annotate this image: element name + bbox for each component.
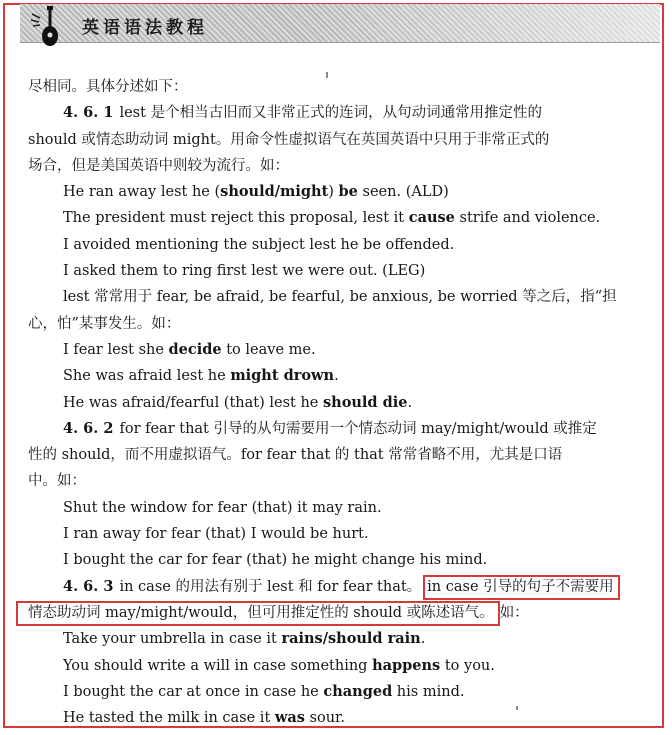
example-text: seen. (ALD) (357, 184, 449, 201)
example-bold: should rain (327, 630, 421, 648)
section-number: 4. 6. 2 (63, 419, 114, 437)
section-number: 4. 6. 3 (63, 577, 114, 595)
section-4-6-3-line-1 (28, 574, 656, 600)
example-bold: / (274, 183, 281, 201)
example-sentence: I avoided mentioning the subject lest he be offended. (63, 236, 455, 253)
example-text: ) (328, 184, 339, 201)
example-sentence (28, 705, 656, 731)
example-text: to you. (440, 657, 495, 674)
example-bold: might (280, 183, 329, 201)
section-4-6-2-line-1 (28, 416, 656, 442)
example-sentence (28, 363, 656, 389)
example-bold: rains (281, 630, 323, 648)
example-sentence: I asked them to ring first lest we were out. (LEG) (63, 263, 426, 280)
example-bold: was (274, 709, 305, 727)
scan-speck (326, 72, 328, 78)
example-text: I fear lest she (63, 341, 169, 358)
section-4-6-2-line-3: 中。如： (28, 473, 86, 490)
example-bold: changed (323, 682, 393, 700)
example-sentence (28, 679, 656, 705)
highlight-box-2: 情态助动词 may/might/would，但可用推定性的 should 或陈述语气。 (16, 601, 500, 626)
example-text: You should write a will in case something (63, 657, 373, 674)
example-text: . (407, 394, 413, 411)
book-title: 英语语法教程 (82, 18, 208, 38)
section-4-6-2-line-2: 性的 should，而不用虚拟语气。for fear that 的 that 常常省略不用，尤其是口语 (28, 447, 563, 464)
scan-speck (516, 706, 518, 710)
example-text: . (334, 368, 339, 385)
example-text: He was afraid/fearful (that) lest he (63, 394, 323, 411)
example-sentence: I bought the car for fear (that) he might change his mind. (63, 552, 488, 569)
example-text: sour. (304, 710, 346, 727)
example-text: . (420, 631, 426, 648)
example-bold: be (338, 183, 358, 201)
example-text: strife and violence. (454, 210, 601, 227)
example-sentence: Shut the window for fear (that) it may rain. (63, 499, 382, 516)
example-text: He tasted the milk in case it (63, 710, 275, 727)
example-sentence (28, 205, 656, 231)
example-text: I bought the car at once in case he (63, 683, 324, 700)
header-band (20, 4, 660, 43)
example-sentence (28, 626, 656, 652)
example-bold: decide (168, 340, 222, 358)
example-bold: happens (372, 656, 441, 674)
page-content (28, 74, 656, 731)
section-4-6-1-line-3: 场合，但是美国英语中则较为流行。如： (28, 157, 289, 174)
section-number: 4. 6. 1 (63, 104, 114, 122)
example-text: He ran away lest he ( (63, 184, 221, 201)
example-text: Take your umbrella in case it (63, 631, 282, 648)
intro-line: 尽相同。具体分述如下： (28, 79, 188, 95)
paragraph-text: lest 是个相当古旧而又非常正式的连词，从句动词通常用推定性的 (119, 105, 543, 122)
example-bold: should die (323, 393, 408, 411)
section-4-6-1-line-2: should 或情态助动词 might。用命令性虚拟语气在英国英语中只用于非常正式的 (28, 131, 550, 148)
paragraph-line: 心，怕”某事发生。如： (28, 315, 181, 332)
example-sentence: I ran away for fear (that) I would be hurt. (63, 526, 369, 543)
paragraph-line: lest 常常用于 fear, be afraid, be fearful, be anxious, be worried 等之后，指“担 (63, 289, 617, 306)
example-sentence (28, 653, 656, 679)
example-sentence (28, 337, 656, 363)
section-4-6-3-line-2 (28, 600, 656, 626)
paragraph-text: in case 的用法有别于 lest 和 for fear that。 (119, 578, 422, 595)
example-text: The president must reject this proposal, lest it (63, 210, 409, 227)
example-sentence (28, 390, 656, 416)
section-4-6-1-line-1 (28, 100, 656, 126)
guitar-logo-icon (28, 4, 74, 50)
example-bold: might drown (230, 367, 335, 385)
paragraph-text: for fear that 引导的从句需要用一个情态动词 may/might/would 或推定 (119, 420, 597, 437)
example-bold: should (220, 183, 275, 201)
highlight-box-1: in case 引导的句子不需要用 (423, 575, 619, 600)
example-sentence (28, 179, 656, 205)
example-bold: cause (408, 209, 455, 227)
example-text: She was afraid lest he (63, 368, 231, 385)
header-fade (320, 4, 660, 42)
example-text: to leave me. (221, 341, 316, 358)
example-text: his mind. (392, 683, 465, 700)
paragraph-text: 如： (499, 604, 529, 621)
example-bold: / (322, 630, 328, 648)
